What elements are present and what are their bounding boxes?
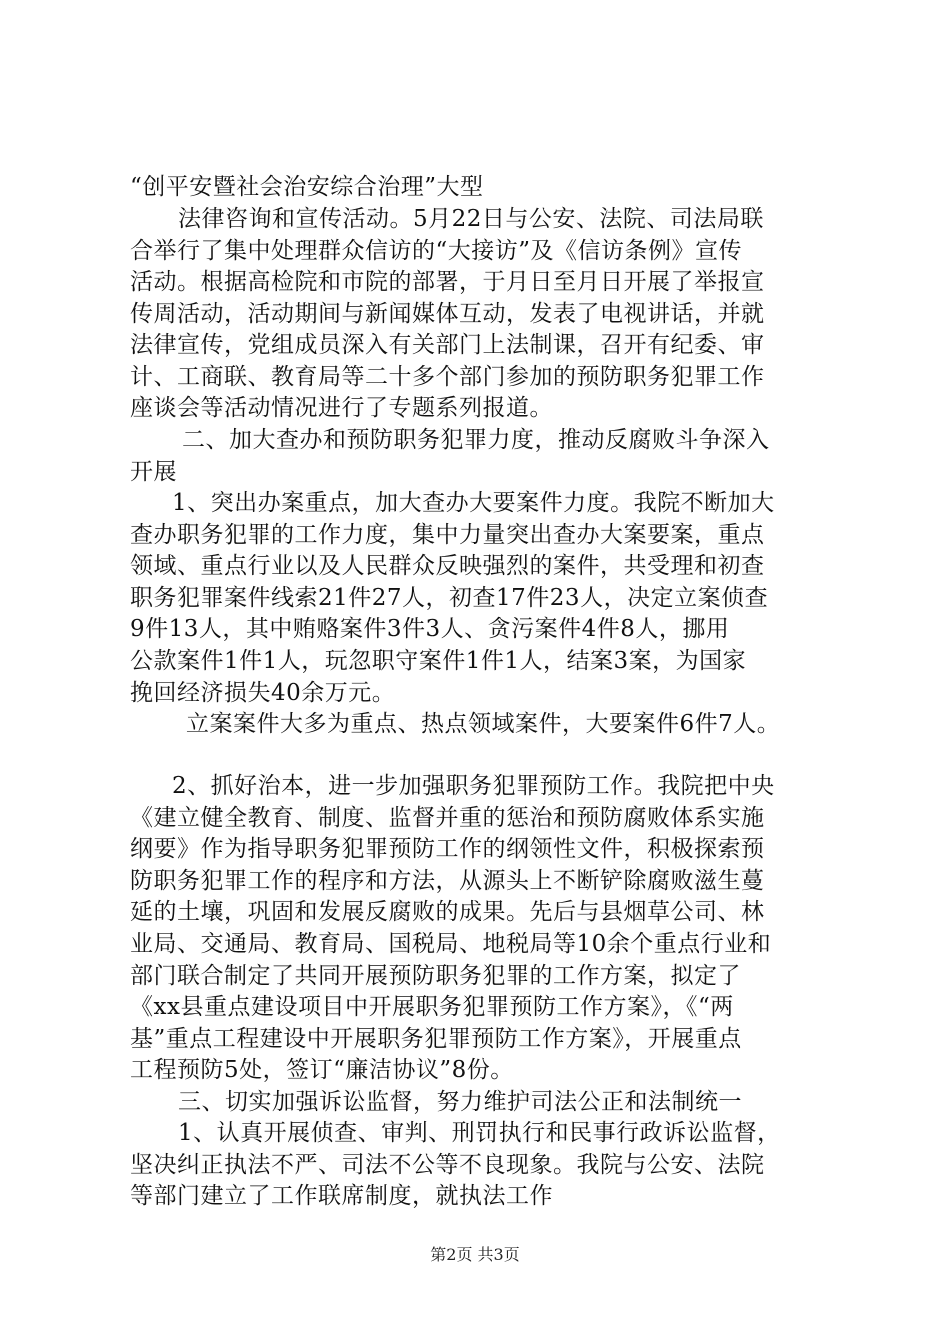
text-line: 坚决纠正执法不严、司法不公等不良现象。我院与公安、法院 bbox=[130, 1152, 765, 1178]
text-line: 防职务犯罪工作的程序和方法，从源头上不断铲除腐败滋生蔓 bbox=[130, 868, 765, 894]
text-line: 工程预防5处，签订“廉洁协议”8份。 bbox=[130, 1057, 514, 1083]
text-line: 法律咨询和宣传活动。5月22日与公安、法院、司法局联 bbox=[178, 206, 764, 232]
text-line: 1、认真开展侦查、审判、刑罚执行和民事行政诉讼监督， bbox=[178, 1120, 781, 1146]
text-line: 合举行了集中处理群众信访的“大接访”及《信访条例》宣传 bbox=[130, 238, 743, 264]
section-heading: 二、加大查办和预防职务犯罪力度，推动反腐败斗争深入 bbox=[182, 427, 770, 453]
text-line: 2、抓好治本，进一步加强职务犯罪预防工作。我院把中央 bbox=[172, 773, 775, 799]
text-line: 延的土壤，巩固和发展反腐败的成果。先后与县烟草公司、林 bbox=[130, 899, 765, 925]
text-line: 业局、交通局、教育局、国税局、地税局等10余个重点行业和 bbox=[130, 931, 772, 957]
text-line: 《xx县重点建设项目中开展职务犯罪预防工作方案》，《“两 bbox=[130, 994, 734, 1020]
section-heading: 三、切实加强诉讼监督，努力维护司法公正和法制统一 bbox=[178, 1089, 742, 1115]
text-line: 座谈会等活动情况进行了专题系列报道。 bbox=[130, 395, 553, 421]
text-line: 传周活动，活动期间与新闻媒体互动，发表了电视讲话，并就 bbox=[130, 301, 765, 327]
text-line: 职务犯罪案件线索21件27人，初查17件23人，决定立案侦查 bbox=[130, 585, 769, 611]
text-line: 部门联合制定了共同开展预防职务犯罪的工作方案，拟定了 bbox=[130, 963, 741, 989]
page-number-footer: 第2页 共3页 bbox=[430, 1245, 520, 1264]
text-line: 立案案件大多为重点、热点领域案件，大要案件6件7人。 bbox=[186, 711, 781, 737]
text-line: 领域、重点行业以及人民群众反映强烈的案件，共受理和初查 bbox=[130, 553, 765, 579]
text-line: 纲要》作为指导职务犯罪预防工作的纲领性文件，积极探索预 bbox=[130, 836, 765, 862]
text-line: 等部门建立了工作联席制度，就执法工作 bbox=[130, 1183, 553, 1209]
text-line: 公款案件1件1人，玩忽职守案件1件1人，结案3案，为国家 bbox=[130, 648, 747, 674]
text-line: 法律宣传，党组成员深入有关部门上法制课，召开有纪委、审 bbox=[130, 332, 765, 358]
text-line: “创平安暨社会治安综合治理”大型 bbox=[130, 174, 484, 200]
text-line: 《建立健全教育、制度、监督并重的惩治和预防腐败体系实施 bbox=[130, 805, 765, 831]
text-line: 活动。根据高检院和市院的部署，于月日至月日开展了举报宣 bbox=[130, 269, 765, 295]
text-line: 计、工商联、教育局等二十多个部门参加的预防职务犯罪工作 bbox=[130, 364, 765, 390]
text-line: 1、突出办案重点，加大查办大要案件力度。我院不断加大 bbox=[172, 490, 775, 516]
text-line: 基”重点工程建设中开展职务犯罪预防工作方案》，开展重点 bbox=[130, 1026, 742, 1052]
text-line: 9件13人，其中贿赂案件3件3人、贪污案件4件8人，挪用 bbox=[130, 616, 730, 642]
text-line: 挽回经济损失40余万元。 bbox=[130, 680, 396, 706]
section-heading-cont: 开展 bbox=[130, 459, 177, 485]
text-line: 查办职务犯罪的工作力度，集中力量突出查办大案要案，重点 bbox=[130, 522, 765, 548]
